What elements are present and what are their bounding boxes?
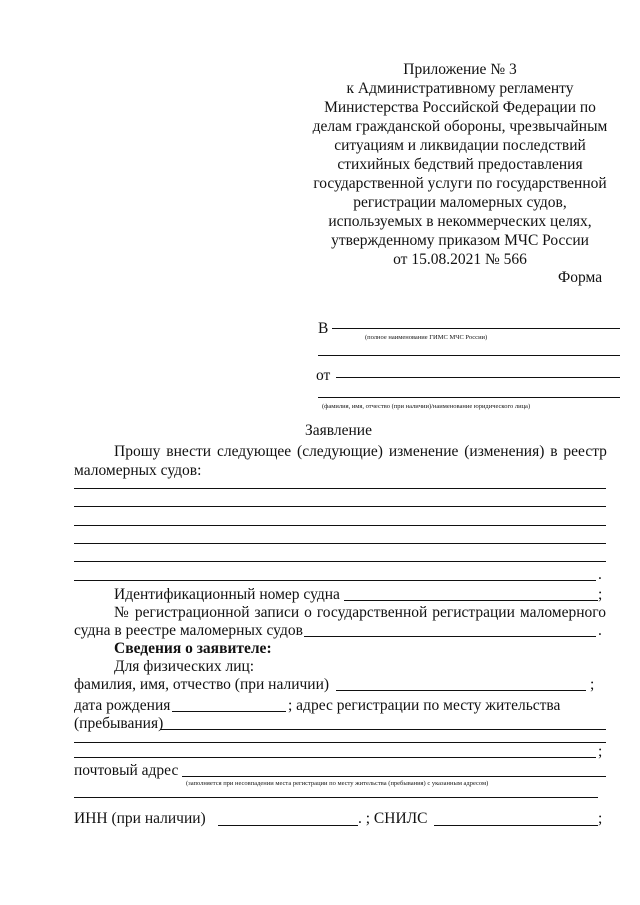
snils-field[interactable]: [434, 825, 598, 826]
header-line: ситуациям и ликвидации последствий: [334, 137, 586, 154]
stay-label: (пребывания): [74, 715, 164, 732]
vessel-id-field[interactable]: [344, 600, 598, 601]
registration-line-2: судна в реестре маломерных судов: [74, 622, 303, 639]
to-label: В: [318, 320, 329, 337]
request-line-1: Прошу внести следующее (следующие) изменение (изменения) в реестр: [114, 443, 607, 460]
appendix-header: [300, 60, 620, 269]
from-label: от: [316, 367, 331, 384]
to-hint: (полное наименование ГИМС МЧС России): [365, 334, 488, 341]
header-line: стихийных бедствий предоставления: [337, 156, 583, 173]
fio-label: фамилия, имя, отчество (при наличии): [74, 676, 330, 693]
header-line: регистрации маломерных судов,: [353, 194, 567, 211]
header-line: используемых в некоммерческих целях,: [328, 213, 592, 230]
document-title: Заявление: [305, 422, 372, 439]
request-line-blank-6[interactable]: [74, 580, 596, 581]
snils-label: . ; СНИЛС: [358, 810, 428, 827]
vessel-id-label: Идентификационный номер судна: [114, 586, 340, 603]
vessel-id-semicolon: ;: [598, 586, 603, 603]
applicant-heading: Сведения о заявителе:: [114, 640, 272, 657]
request-line-blank-1[interactable]: [74, 488, 606, 489]
address-field-3[interactable]: [74, 757, 596, 758]
postal-address-hint: (заполняется при несовпадении места регистрации по месту жительства (пребывания) с указанным адресом): [186, 780, 489, 787]
inn-field[interactable]: [218, 825, 358, 826]
header-line: от 15.08.2021 № 566: [393, 251, 527, 268]
birth-date-field[interactable]: [172, 711, 286, 712]
inn-label: ИНН (при наличии): [74, 810, 206, 827]
postal-address-field-2[interactable]: [74, 797, 598, 798]
from-field-line-2[interactable]: [318, 397, 620, 398]
header-line: утвержденному приказом МЧС России: [331, 232, 589, 249]
postal-address-field[interactable]: [182, 776, 606, 777]
registration-end-dot: .: [598, 622, 602, 639]
request-end-dot: .: [598, 566, 602, 583]
address-label: ; адрес регистрации по месту жительства: [288, 697, 561, 714]
address-field-1[interactable]: [160, 729, 606, 730]
individuals-label: Для физических лиц:: [114, 658, 255, 675]
snils-semicolon: ;: [598, 810, 603, 827]
request-line-blank-5[interactable]: [74, 561, 606, 562]
registration-line-1: № регистрационной записи о государственной регистрации маломерного: [114, 604, 606, 621]
header-line: к Административному регламенту: [346, 80, 574, 97]
fio-semicolon: ;: [590, 676, 595, 693]
request-line-2: маломерных судов:: [74, 462, 202, 479]
header-line: делам гражданской обороны, чрезвычайным: [312, 118, 608, 135]
header-line: государственной услуги по государственной: [313, 175, 607, 192]
address-semicolon: ;: [598, 743, 603, 760]
header-line: Министерства Российской Федерации по: [324, 99, 596, 116]
form-label: Форма: [558, 269, 603, 286]
to-field-line-2[interactable]: [318, 355, 620, 356]
request-line-blank-4[interactable]: [74, 543, 606, 544]
request-line-blank-3[interactable]: [74, 525, 606, 526]
from-hint: (фамилия, имя, отчество (при наличии)/наименование юридического лица): [322, 403, 531, 410]
from-field-line[interactable]: [336, 377, 620, 378]
fio-field[interactable]: [336, 690, 586, 691]
birth-date-label: дата рождения: [74, 697, 171, 714]
postal-address-label: почтовый адрес: [74, 762, 179, 779]
to-field-line[interactable]: [332, 328, 620, 329]
request-line-blank-2[interactable]: [74, 506, 606, 507]
header-line: Приложение № 3: [403, 61, 517, 78]
registration-field[interactable]: [304, 636, 596, 637]
address-field-2[interactable]: [74, 742, 606, 743]
